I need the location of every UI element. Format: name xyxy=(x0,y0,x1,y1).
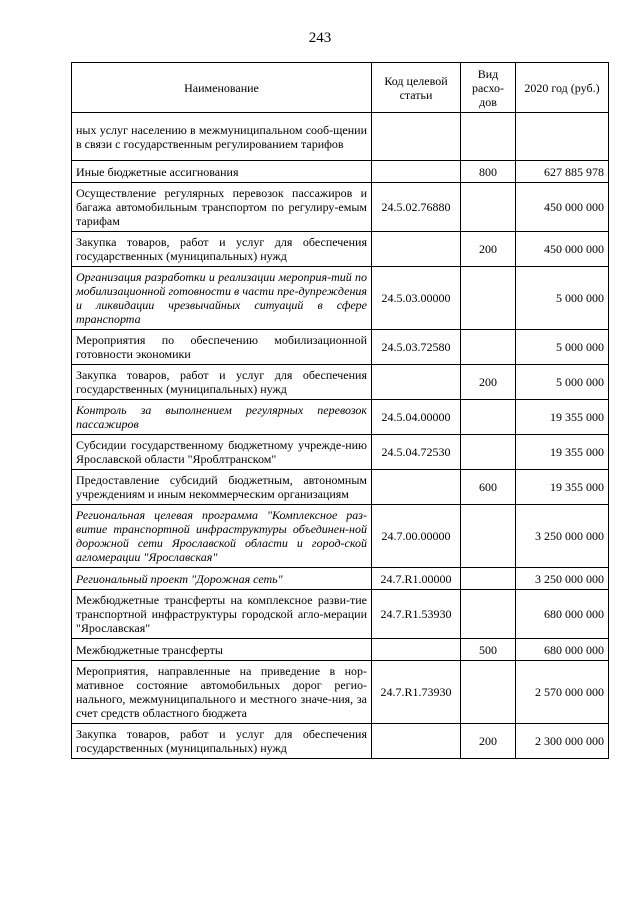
row-sum-cell: 450 000 000 xyxy=(516,183,609,232)
row-sum-cell: 3 250 000 000 xyxy=(516,505,609,568)
header-sum: 2020 год (руб.) xyxy=(516,63,609,113)
table-row xyxy=(72,267,609,330)
row-type-cell xyxy=(461,113,516,161)
row-type-cell: 600 xyxy=(461,470,516,505)
table-row xyxy=(72,590,609,639)
row-code-cell xyxy=(372,161,461,183)
row-code-cell: 24.7.R1.73930 xyxy=(372,661,461,724)
row-type-cell: 200 xyxy=(461,232,516,267)
row-type-cell xyxy=(461,505,516,568)
row-sum-cell: 680 000 000 xyxy=(516,639,609,661)
row-name-cell: Закупка товаров, работ и услуг для обеспечения государственных (муниципальных) нужд xyxy=(72,232,372,267)
row-code-cell: 24.5.03.00000 xyxy=(372,267,461,330)
table-row xyxy=(72,505,609,568)
table-row xyxy=(72,161,609,183)
row-name-cell: Закупка товаров, работ и услуг для обеспечения государственных (муниципальных) нужд xyxy=(72,724,372,759)
row-code-cell: 24.7.R1.53930 xyxy=(372,590,461,639)
row-name-cell: Мероприятия по обеспечению мобилизационной готовности экономики xyxy=(72,330,372,365)
table-row xyxy=(72,232,609,267)
row-code-cell: 24.5.02.76880 xyxy=(372,183,461,232)
row-name-cell: Региональный проект "Дорожная сеть" xyxy=(72,568,372,590)
header-type: Вид расхо-дов xyxy=(461,63,516,113)
row-name-cell: Субсидии государственному бюджетному учрежде-нию Ярославской области "Яроблтранском" xyxy=(72,435,372,470)
row-name-cell: Организация разработки и реализации мероприя-тий по мобилизационной готовности в части пре-дупреждения и ликвидации чрезвычайных ситуаций в сфере транспорта xyxy=(72,267,372,330)
budget-table xyxy=(71,62,609,759)
table-row xyxy=(72,724,609,759)
header-name: Наименование xyxy=(72,63,372,113)
row-code-cell: 24.7.R1.00000 xyxy=(372,568,461,590)
row-sum-cell: 450 000 000 xyxy=(516,232,609,267)
row-name-cell: Контроль за выполнением регулярных перевозок пассажиров xyxy=(72,400,372,435)
row-sum-cell: 2 300 000 000 xyxy=(516,724,609,759)
row-type-cell xyxy=(461,330,516,365)
row-code-cell xyxy=(372,232,461,267)
row-type-cell: 800 xyxy=(461,161,516,183)
row-sum-cell: 627 885 978 xyxy=(516,161,609,183)
row-name-cell: Осуществление регулярных перевозок пассажиров и багажа автомобильным транспортом по регулиру-емым тарифам xyxy=(72,183,372,232)
table-row xyxy=(72,400,609,435)
row-sum-cell xyxy=(516,113,609,161)
row-name-cell: Иные бюджетные ассигнования xyxy=(72,161,372,183)
row-type-cell xyxy=(461,435,516,470)
header-code: Код целевой статьи xyxy=(372,63,461,113)
row-code-cell xyxy=(372,639,461,661)
row-code-cell xyxy=(372,365,461,400)
row-sum-cell: 5 000 000 xyxy=(516,267,609,330)
row-name-cell: Региональная целевая программа "Комплексное раз-витие транспортной инфраструктуры объединен-ной дорожной сети Ярославской области и город-ской агломерации "Ярославская" xyxy=(72,505,372,568)
row-type-cell xyxy=(461,183,516,232)
row-name-cell: Закупка товаров, работ и услуг для обеспечения государственных (муниципальных) нужд xyxy=(72,365,372,400)
row-code-cell: 24.5.04.00000 xyxy=(372,400,461,435)
row-sum-cell: 19 355 000 xyxy=(516,400,609,435)
row-sum-cell: 2 570 000 000 xyxy=(516,661,609,724)
table-header-row xyxy=(72,63,609,113)
row-type-cell xyxy=(461,400,516,435)
table-body xyxy=(72,113,609,759)
table-row xyxy=(72,183,609,232)
table-row xyxy=(72,470,609,505)
row-code-cell xyxy=(372,724,461,759)
row-name-cell: Межбюджетные трансферты на комплексное разви-тие транспортной инфраструктуры городской агло-мерации "Ярославская" xyxy=(72,590,372,639)
row-code-cell: 24.5.03.72580 xyxy=(372,330,461,365)
row-code-cell: 24.7.00.00000 xyxy=(372,505,461,568)
row-type-cell xyxy=(461,267,516,330)
table-row xyxy=(72,639,609,661)
row-sum-cell: 680 000 000 xyxy=(516,590,609,639)
row-name-cell: Мероприятия, направленные на приведение в нор-мативное состояние автомобильных дорог регио-нального, межмуниципального и местного значе-ния, за счет средств областного бюджета xyxy=(72,661,372,724)
table-row xyxy=(72,661,609,724)
row-name-cell: ных услуг населению в межмуниципальном сооб-щении в связи с государственным регулированием тарифов xyxy=(72,113,372,161)
row-type-cell xyxy=(461,661,516,724)
row-sum-cell: 19 355 000 xyxy=(516,470,609,505)
row-sum-cell: 3 250 000 000 xyxy=(516,568,609,590)
row-name-cell: Межбюджетные трансферты xyxy=(72,639,372,661)
table-row xyxy=(72,330,609,365)
table-row xyxy=(72,435,609,470)
row-type-cell: 500 xyxy=(461,639,516,661)
row-sum-cell: 19 355 000 xyxy=(516,435,609,470)
row-code-cell xyxy=(372,113,461,161)
table-row xyxy=(72,365,609,400)
row-sum-cell: 5 000 000 xyxy=(516,365,609,400)
row-code-cell xyxy=(372,470,461,505)
row-code-cell: 24.5.04.72530 xyxy=(372,435,461,470)
table-row xyxy=(72,568,609,590)
row-type-cell: 200 xyxy=(461,724,516,759)
page-number: 243 xyxy=(308,30,332,46)
table-row xyxy=(72,113,609,161)
row-name-cell: Предоставление субсидий бюджетным, автономным учреждениям и иным некоммерческим организациям xyxy=(72,470,372,505)
row-sum-cell: 5 000 000 xyxy=(516,330,609,365)
row-type-cell xyxy=(461,568,516,590)
row-type-cell xyxy=(461,590,516,639)
row-type-cell: 200 xyxy=(461,365,516,400)
